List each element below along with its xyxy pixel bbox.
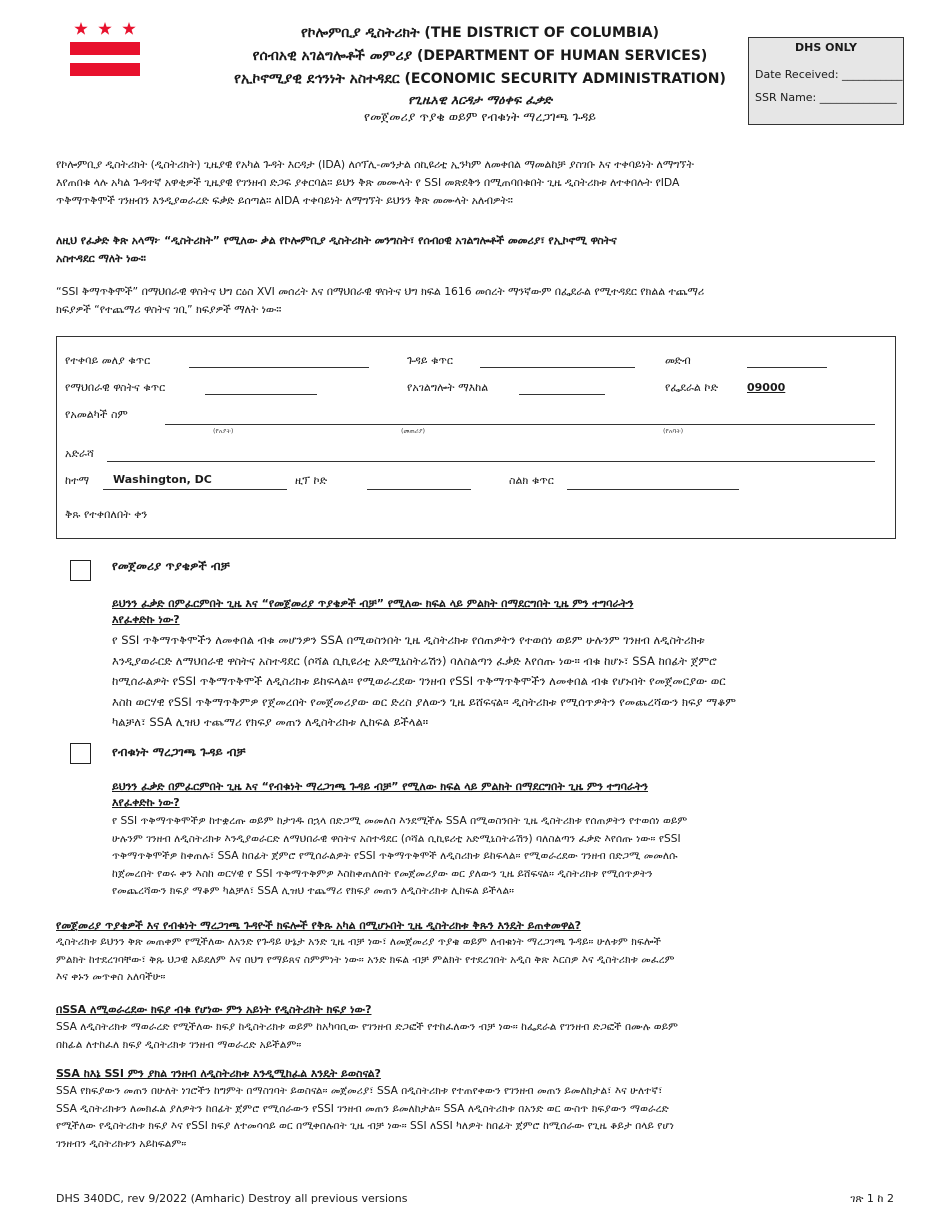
ssn-field[interactable]	[205, 394, 317, 395]
name-last-caption: (የአባት)	[663, 427, 684, 435]
name-middle-caption: (መጠሪያ)	[401, 427, 426, 435]
address-field[interactable]	[107, 461, 875, 462]
header-department: የሰብአዊ አገልግሎቶች መምሪያ (DEPARTMENT OF HUMAN SERVICES)	[252, 48, 708, 64]
faq-question-2: በSSA ለሚወራረደው ክፍያ ብቁ የሆነው ምን አይነት የዲስትሪክት ክፍያ ነው?	[56, 1003, 372, 1016]
posteligibility-title: የብቁነት ማረጋገጫ ጉዳይ ብቻ	[112, 745, 246, 759]
recipient-id-field[interactable]	[189, 367, 369, 368]
ssn-label: የማህበራዊ ዋስትና ቁጥር	[65, 381, 166, 394]
applicant-name-label: የአመልካች ስም	[65, 408, 128, 421]
dhs-only-box	[748, 37, 904, 125]
case-number-field[interactable]	[480, 367, 635, 368]
federal-code-label: የፌደራል ኮድ	[665, 381, 719, 394]
phone-label: ስልክ ቁጥር	[509, 474, 554, 487]
header-form-title: የጊዜአዊ እርዳታ ማዕቀፍ ፈቃድ	[407, 92, 553, 107]
city-label: ከተማ	[65, 474, 90, 487]
initial-claims-checkbox[interactable]	[70, 560, 91, 581]
initial-claims-body: የ SSI ጥቅማጥቅሞችን ለመቀበል ብቁ መሆንዎን SSA በሚወስንበት ጊዜ ዲስትሪክቱ የሰጠዎትን የተወሰነ ወይም ሁሉንም ገንዘብ ለዲስትሪክቱ እንዲያወራርድ ለማህበራዊ ዋስትና አስተዳደር (ሶሻል ሲኪዩሪቲ አድሚኒስትሬሽን) ባለስልጣን ፈቃድ እየሰጡ ነው። ብቁ ከሆኑ፣ SSA ከበፊት ጀምሮ ከሚሰራልዎት የSSI ጥቅማጥቅሞች ለዲስሪክቱ ይከፍላል። የሚወራረደው ገንዘብ የSSI ጥቅማጥቅሞችን ለመቀበል ብቁ የሆኑበት የመጀመርያው ወር እስከ ወርሃዊ የSSI ጥቅማጥቅምዎ የጀመረበት የመጀመሪያው ወር ድረስ ያለውን ጊዜ ይሸፍናል። ዲስትሪክቱ የሚሰጥዎትን የመጨረሻውን ክፍያ ማቆም ካልቻለ፣ SSA ሊዝህ ተጨማሪ የክፍያ መጠን ለዲስትሪክቱ ሊከፍል ይችላል።	[112, 633, 736, 729]
address-label: አድራሻ	[65, 447, 94, 460]
faq-question-1: የመጀመሪያ ጥያቄዎች እና የብቁነት ማረጋገጫ ጉዳዮች ክፍሎች የቅጹ አካል በሚሆኑበት ጊዜ ዲስትሪክቱ ቅጹን እንዴት ይጠቀመዋል?	[56, 919, 582, 932]
faq-answer-1: ዲስትሪክቱ ይህንን ቅጽ መጠቀም የሚችለው ለአንድ የጉዳይ ሁኔታ አንድ ጊዜ ብቻ ነው፣ ለመጀመሪያ ጥያቄ ወይም ለብቁነት ማረጋገጫ ጉዳይ። ሁለቱም ክፍሎች ምልክት ከተደረገባቸው፣ ቅጹ ህጋዊ አይደለም እና በህግ የማይጸና ስምምነት ነው። አንድ ክፍል ብቻ ምልክት የተደረገበት አዲስ ቅጽ እርስዎ እና ዲስትሪክቱ መፈረም እና ቀኑን መጥቀስ አለባችሁ።	[56, 936, 675, 983]
program-label: መድብ	[665, 354, 691, 367]
dhs-ssr-name: SSR Name: ______________	[755, 91, 897, 104]
intro-paragraph-1: የኮሎምቢያ ዲስትሪክት (ዲስትሪክት) ጊዜያዊ የአካል ጉዳት እርዳታ (IDA) ለሶፕሊ-መንታል ሰኪዩሪቲ ኢንካም ለመቀበል ማመልከቻ ያስገቡ እና ተቀባይነት ለማግኘት እየጠበቁ ላሉ አካል ጉዳተኛ አዋቂዎች ጊዜያዊ የገንዘብ ድጋፍ ያቀርባል። ይህን ቅጽ መሙላት የ SSI መጽደቅን በሚጠባበቁበት ጊዜ ዲስትሪክቱ ለተቀበሉት የIDA ጥቅማጥቅሞች ገንዘብን እንዲያወራረድ ፍቃድ ይሰጣል። ለIDA ተቀባይነት ለማግኘት ይህንን ቅጽ መሙላት አለብዎት።	[56, 158, 694, 207]
header-form-subtitle: የመጀመሪያ ጥያቄ ወይም የብቁነት ማረጋገጫ ጉዳይ	[364, 109, 596, 124]
flag-bar	[70, 42, 140, 55]
header-administration: የኢኮኖሚያዊ ደኅንነት አስተዳደር (ECONOMIC SECURITY ADMINISTRATION)	[234, 71, 726, 87]
document-header	[230, 22, 730, 125]
service-center-label: የአገልግሎት ማእከል	[407, 381, 489, 394]
dhs-date-received: Date Received: ___________	[755, 68, 903, 81]
zip-label: ዚፕ ኮድ	[295, 474, 328, 487]
flag-star	[98, 22, 111, 35]
date-received-label: ቅጹ የተቀበለበት ቀን	[65, 508, 148, 521]
program-field[interactable]	[747, 367, 827, 368]
zip-field[interactable]	[367, 489, 471, 490]
flag-star	[122, 22, 135, 35]
city-value: Washington, DC	[113, 473, 212, 486]
header-district: የኮሎምቢያ ዲስትሪክት (THE DISTRICT OF COLUMBIA)	[300, 25, 660, 41]
faq-answer-3: SSA የክፍያውን መጠን በሁለት ነገሮችን ከግምት በማስገባት ይወስናል። መጀመሪያ፣ SSA በዲስትሪክቱ የተጠየቀውን የገንዘብ መጠን ይመለከታል፣ እና ሁለተኛ፣ SSA ዲስትሪክቱን ለመክፈል ያለዎትን ከበፊት ጀምሮ የሚሰራውን የSSI ገንዘብ መጠን ይመለከታል። SSA ለዲስትሪክቱ በአንድ ወር ውስጥ ክፍያውን ማወራረድ የሚችለው የዲስትሪክቱ ክፍያ እና የSSI ክፍያ ለተመሳሳይ ወር በሚቀበሉበት ጊዜ ብቻ ነው። SSI ለSSI ካለዎት ከበፊት ጀምሮ ከሚሰራው የጊዜ ቆይታ በላይ የሆነ ገንዘብን ዲስትሪክቱን አይከፍልም።	[56, 1085, 674, 1150]
posteligibility-body: የ SSI ጥቅማጥቅሞችዎ ከተቋረጡ ወይም ከታገዱ በኋላ በድጋሚ መመለስ እንደሚችሉ SSA በሚወስንበት ጊዜ ዲስትሪክቱ የሰጠዎትን የተወሰነ ወይም ሁሉንም ገንዘብ ለዲስትሪክቱ እንዲያወራርድ ለማህበራዊ ዋስትና አስተዳደር (ሶሻል ሲኪዩሪቲ አድሚኒስትሬሽን) ባለስልጣን ፈቃድ እየሰጡ ነው። የSSI ጥቅማጥቅሞችዎ ከቀጠሉ፣ SSA ከበፊት ጀምሮ የሚሰራልዎት የSSI ጥቅማጥቅሞች ለዲስሪክቱ ይከፍላል። የሚወራረደው ገንዘብ በድጋሚ መመለሱ ከጀመረበት የወሩ ቀን እስከ ወርሃዊ የ SSI ጥቅማጥቅምዎ እስከቀጠለበት የመጀመሪያው ወር ያለውን ጊዜ ይሸፍናል። ዲስትሪክቱ የሚሰጥዎትን የመጨረሻውን ክፍያ ማቆም ካልቻለ፣ SSA ሊዝህ ተጨማሪ የክፍያ መጠን ለዲስትሪክቱ ሊከፍል ይችላል።	[112, 815, 688, 897]
faq-answer-2: SSA ለዲስትሪክቱ ማወራረድ የሚችለው ክፍያ ከዲስትሪክቱ ወይም ከአካባቢው የገንዘብ ድጋፎች የተከፈለውን ብቻ ነው። ከፌደራል የገንዘብ ድጋፎች በሙሉ ወይም በከፊል ለተከፈለ ክፍያ ዲስትሪክቱ ገንዘብ ማወራረድ አይችልም።	[56, 1021, 679, 1051]
intro-paragraph-2: ለዚህ የፈቃድ ቅጽ አላማ፦ “ዲስትሪክት” የሚለው ቃል የኮሎምቢያ ዲስትሪክት መንግስት፣ የሰብዐዊ አገልግሎቶች መመሪያ፣ የኢኮኖሚ ዋስትና አስተዳደር ማለት ነው።	[56, 234, 617, 265]
posteligibility-checkbox[interactable]	[70, 743, 91, 764]
city-field[interactable]	[103, 489, 287, 490]
phone-field[interactable]	[567, 489, 739, 490]
flag-bar	[70, 63, 140, 76]
dhs-only-title: DHS ONLY	[795, 41, 857, 54]
federal-code-value: 09000	[747, 381, 786, 394]
service-center-field[interactable]	[519, 394, 605, 395]
applicant-info-form	[56, 336, 896, 539]
flag-star	[74, 22, 87, 35]
footer-form-id: DHS 340DC, rev 9/2022 (Amharic) Destroy all previous versions	[56, 1192, 408, 1205]
initial-claims-title: የመጀመሪያ ጥያቄዎች ብቻ	[112, 559, 230, 573]
applicant-name-field[interactable]	[165, 424, 875, 425]
faq-question-3: SSA ከእኔ SSI ምን ያክል ገንዘብ ለዲስትሪክቱ እንዲሚከፈል እንዴት ይወስናል?	[56, 1067, 381, 1080]
footer-page-number: ገጽ 1 ከ 2	[850, 1192, 894, 1205]
initial-claims-question: ይህንን ፈቃድ በምፈርምበት ጊዜ እና “የመጀመሪያ ጥያቄዎች ብቻ” የሚለው ክፍል ላይ ምልክት በማደርግበት ጊዜ ምን ተግባራትን እየፈቀድኩ ነው?	[112, 597, 634, 626]
intro-paragraph-3: “SSI ቅማጥቅሞች” በማህበራዊ ዋስትና ህግ ርዕስ XVI መሰረት እና በማህበራዊ ዋስትና ህግ ክፍል 1616 መሰረት ማንኛውም በፌደራል የሚተዳደር የክልል ተጨማሪ ክፍያዎች “የተጨማሪ ዋስትና ገቢ” ክፍያዎች ማለት ነው።	[56, 285, 705, 316]
dc-flag-logo	[70, 22, 140, 78]
case-number-label: ጉዳይ ቁጥር	[407, 354, 453, 367]
posteligibility-question: ይህንን ፈቃድ በምፈርምበት ጊዜ እና “የብቁነት ማረጋገጫ ጉዳይ ብቻ” የሚለው ክፍል ላይ ምልክት በማደርግበት ጊዜ ምን ተግባራትን እየፈቀድኩ ነው?	[112, 780, 649, 809]
name-first-caption: (የአያት)	[213, 427, 234, 435]
recipient-id-label: የተቀባይ መለያ ቁጥር	[65, 354, 151, 367]
